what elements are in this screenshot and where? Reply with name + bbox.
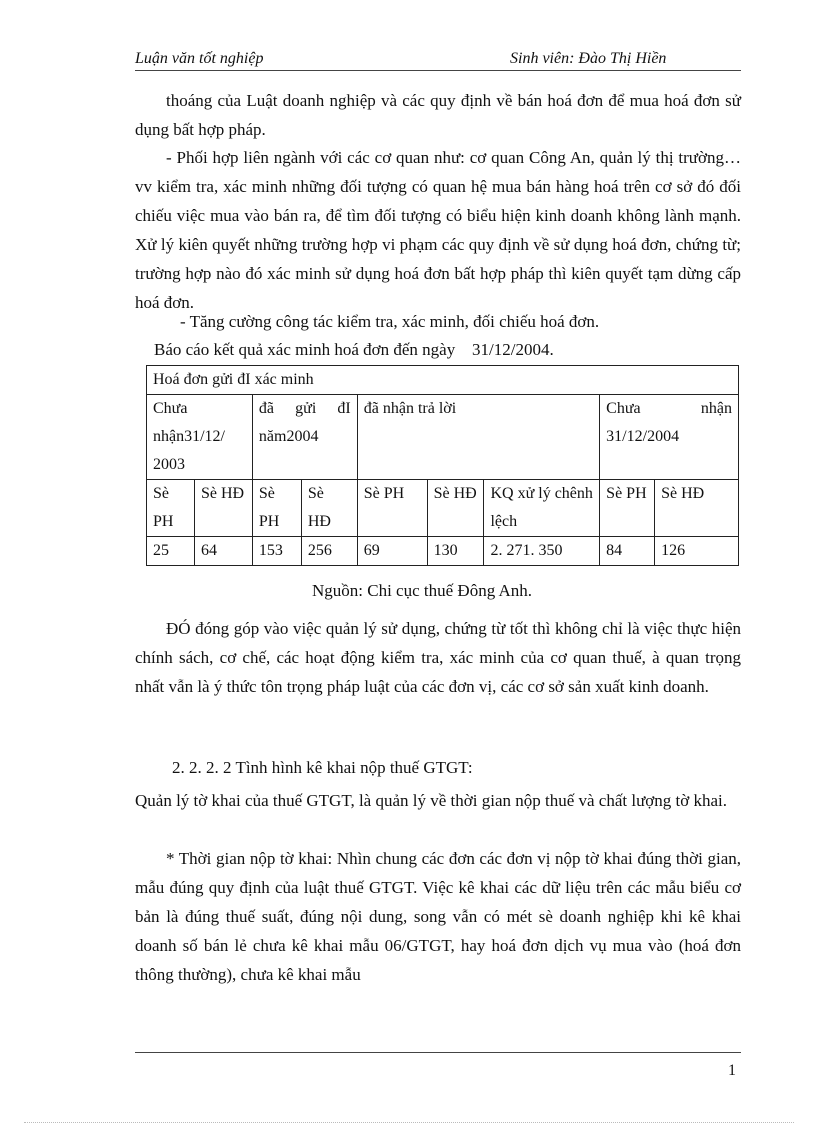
- table-caption-date: [472, 340, 554, 360]
- invoice-verification-table: [146, 365, 739, 566]
- group-header-da-nhan: đã nhận trả lời: [357, 395, 599, 480]
- paragraph-6: * Thời gian nộp tờ khai: Nhìn chung các đơn các đơn vị nộp tờ khai đúng thời gian, mẫu đúng quy định của luật thuế GTGT. Việc kê khai các dữ liệu trên các mẫu biểu cơ bản là đúng thuế suất, đúng nội dung, song vẫn có mét sè doanh nghiệp khi kê khai doanh số bán lẻ chưa kê khai mẫu 06/GTGT, hay hoá đơn dịch vụ mua vào (hoá đơn thông thường), chưa kê khai mẫu: [135, 849, 741, 984]
- table-cell: 126: [655, 537, 739, 566]
- table-row: [147, 537, 739, 566]
- table-source: Nguồn: Chi cục thuế Đông Anh.: [312, 581, 533, 600]
- column-header: Sè HĐ: [427, 480, 484, 537]
- column-header: Sè PH: [252, 480, 301, 537]
- table-cell: 130: [427, 537, 484, 566]
- table-cell: 2. 271. 350: [484, 537, 600, 566]
- column-header: Sè HĐ: [655, 480, 739, 537]
- paragraph-4: ĐÓ đóng góp vào việc quản lý sử dụng, chứng từ tốt thì không chỉ là việc thực hiện chính sách, cơ chế, các hoạt động kiểm tra, xác minh của cơ quan thuế, à quan trọng nhất vẫn là ý thức tôn trọng pháp luật của các đơn vị, các cơ sở sản xuất kinh doanh.: [135, 619, 741, 696]
- table-cell: 25: [147, 537, 195, 566]
- header-student-name: Sinh viên: Đào Thị Hiền: [510, 50, 667, 67]
- table-row: [147, 395, 739, 480]
- column-header: Sè HĐ: [194, 480, 252, 537]
- paragraph-1: thoáng của Luật doanh nghiệp và các quy định về bán hoá đơn để mua hoá đơn sử dụng bất hợp pháp.: [135, 91, 741, 139]
- paragraph-3: - Tăng cường công tác kiểm tra, xác minh, đối chiếu hoá đơn.: [180, 312, 600, 331]
- paragraph-5: Quản lý tờ khai của thuế GTGT, là quản lý về thời gian nộp thuế và chất lượng tờ khai.: [135, 791, 728, 810]
- column-header: Sè PH: [147, 480, 195, 537]
- column-header: Sè HĐ: [301, 480, 357, 537]
- caption-date-end: .: [549, 340, 554, 359]
- footer-divider: [135, 1052, 741, 1053]
- paragraph-2: - Phối hợp liên ngành với các cơ quan như: cơ quan Công An, quản lý thị trường…vv kiểm tra, xác minh những đối tượng có quan hệ mua bán hàng hoá trên cơ sở đó đối chiếu việc mua vào bán ra, để tìm đối tượng có biểu hiện kinh doanh không lành mạnh. Xử lý kiên quyết những trường hợp vi phạm các quy định về sử dụng hoá đơn, chứng từ; trường hợp nào đó xác minh sử dụng hoá đơn bất hợp pháp thì kiên quyết tạm dừng cấp hoá đơn.: [135, 148, 741, 312]
- table-cell: 84: [600, 537, 655, 566]
- table-cell: 69: [357, 537, 427, 566]
- column-header: Sè PH: [357, 480, 427, 537]
- column-header: KQ xử lý chênh lệch: [484, 480, 600, 537]
- table-cell: 256: [301, 537, 357, 566]
- column-header: Sè PH: [600, 480, 655, 537]
- table-caption: [154, 340, 455, 360]
- page-header: [135, 48, 741, 71]
- table-title: Hoá đơn gửi đI xác minh: [147, 366, 739, 395]
- table-cell: 153: [252, 537, 301, 566]
- table-cell: 64: [194, 537, 252, 566]
- header-thesis-title: Luận văn tốt nghiệp: [135, 50, 264, 67]
- group-header-chua-nhan-2003: Chưa nhận31/12/ 2003: [147, 395, 253, 480]
- table-caption-text: Báo cáo kết quả xác minh hoá đơn đến ngày: [154, 340, 456, 359]
- table-row: [147, 480, 739, 537]
- page-number: 1: [728, 1062, 736, 1079]
- section-heading: 2. 2. 2. 2 Tình hình kê khai nộp thuế GTGT:: [172, 758, 473, 777]
- table-row: [147, 366, 739, 395]
- caption-date-value: 31/12/2004: [472, 340, 550, 359]
- group-header-da-gui: đã gửi đI năm2004: [252, 395, 357, 480]
- group-header-chua-nhan-2004: Chưa nhận 31/12/2004: [600, 395, 739, 480]
